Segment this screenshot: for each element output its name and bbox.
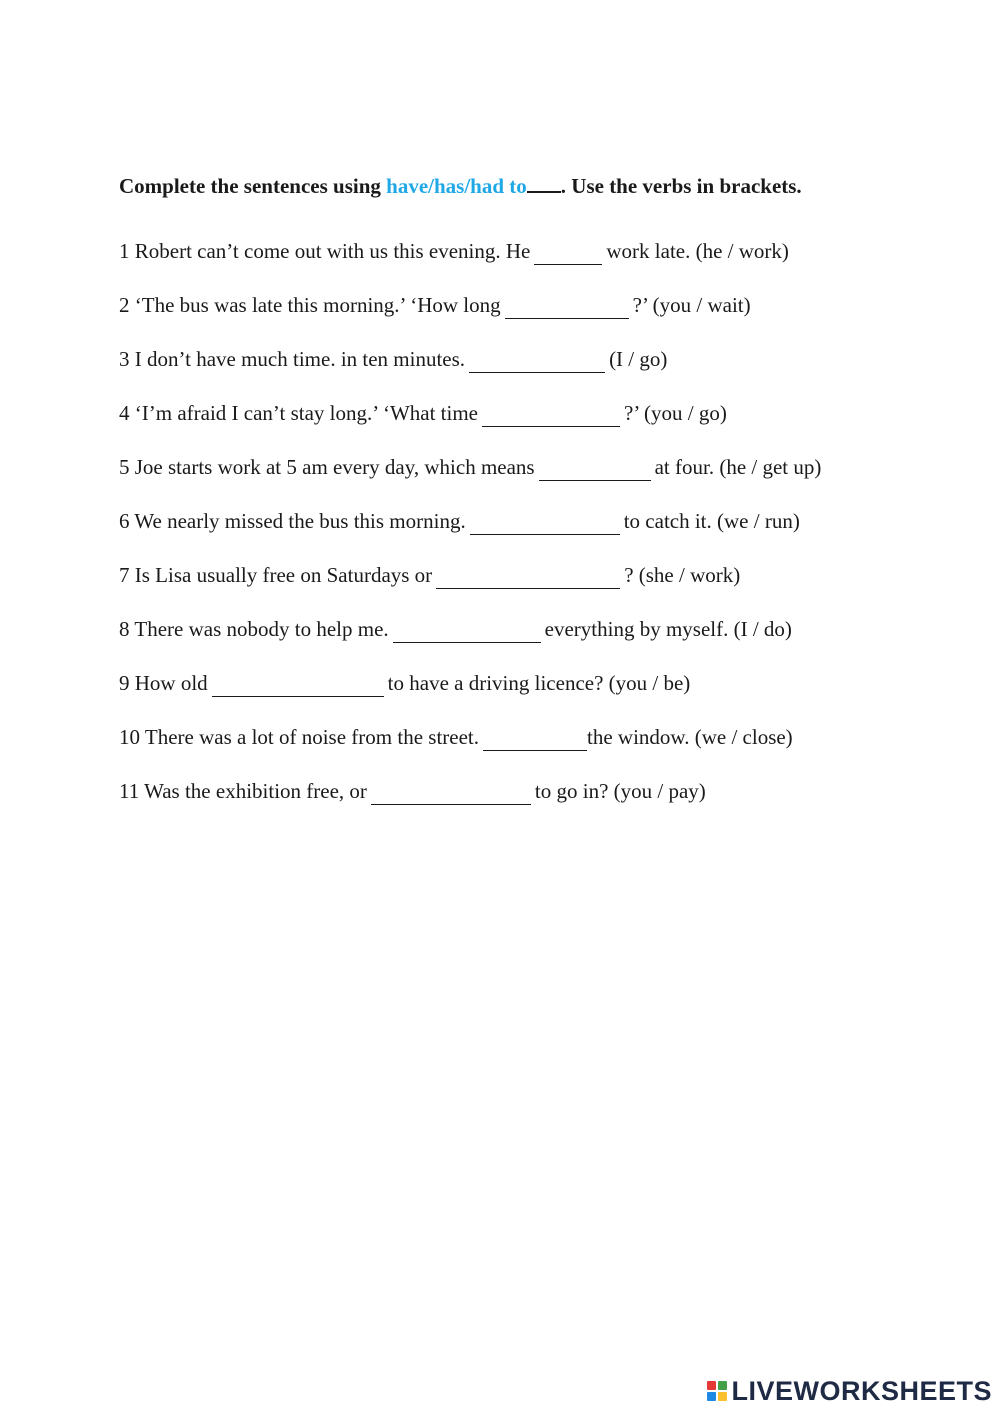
exercise-item-4 (119, 386, 899, 440)
item-text-after: ? (she / work) (624, 563, 741, 587)
item-text-after: (I / go) (609, 347, 668, 371)
exercise-item-6 (119, 494, 899, 548)
item-text-before: 6 We nearly missed the bus this morning. (119, 509, 466, 533)
exercise-item-2 (119, 278, 899, 332)
item-text-after: work late. (he / work) (606, 239, 789, 263)
exercise-item-5 (119, 440, 899, 494)
item-text-after: everything by myself. (I / do) (544, 617, 792, 641)
exercise-item-3 (119, 332, 899, 386)
instruction (119, 170, 899, 206)
item-text-before: 11 Was the exhibition free, or (119, 779, 367, 803)
item-text-before: 7 Is Lisa usually free on Saturdays or (119, 563, 433, 587)
item-text-before: 4 ‘I’m afraid I can’t stay long.’ ‘What time (119, 401, 478, 425)
liveworksheets-logo (707, 1377, 992, 1405)
answer-input-9[interactable] (212, 672, 384, 697)
item-text-before: 5 Joe starts work at 5 am every day, which means (119, 455, 535, 479)
answer-input-1[interactable] (534, 240, 602, 265)
item-text-before: 2 ‘The bus was late this morning.’ ‘How long (119, 293, 501, 317)
instruction-highlight: have/has/had to (386, 174, 527, 198)
item-text-after: to catch it. (we / run) (623, 509, 800, 533)
item-text-before: 3 I don’t have much time. in ten minutes. (119, 347, 466, 371)
answer-input-11[interactable] (371, 780, 531, 805)
exercise-item-8 (119, 602, 899, 656)
answer-input-8[interactable] (393, 618, 541, 643)
worksheet (119, 170, 899, 818)
exercise-item-9 (119, 656, 899, 710)
item-text-after: at four. (he / get up) (654, 455, 822, 479)
logo-square (718, 1381, 727, 1390)
exercise-item-1 (119, 224, 899, 278)
item-text-after: ?’ (you / go) (624, 401, 727, 425)
item-text-before: 9 How old (119, 671, 208, 695)
answer-input-10[interactable] (483, 726, 587, 751)
exercise-item-11 (119, 764, 899, 818)
exercise-item-7 (119, 548, 899, 602)
exercise-item-10 (119, 710, 899, 764)
item-text-before: 1 Robert can’t come out with us this evening. He (119, 239, 531, 263)
item-text-after: to go in? (you / pay) (534, 779, 706, 803)
answer-input-5[interactable] (539, 456, 651, 481)
item-text-before: 10 There was a lot of noise from the street. (119, 725, 480, 749)
instruction-suffix: . Use the verbs in brackets. (560, 174, 802, 198)
item-text-after: ?’ (you / wait) (632, 293, 751, 317)
logo-square (707, 1381, 716, 1390)
item-text-before: 8 There was nobody to help me. (119, 617, 389, 641)
answer-input-2[interactable] (505, 294, 629, 319)
instruction-prefix: Complete the sentences using (119, 174, 387, 198)
answer-input-6[interactable] (470, 510, 620, 535)
item-text-after: the window. (we / close) (587, 725, 793, 749)
logo-mark-icon (707, 1381, 727, 1401)
logo-text: LIVEWORKSHEETS (731, 1376, 992, 1406)
logo-square (718, 1392, 727, 1401)
item-text-after: to have a driving licence? (you / be) (387, 671, 691, 695)
answer-input-7[interactable] (436, 564, 620, 589)
answer-input-3[interactable] (469, 348, 605, 373)
exercise-list (119, 224, 899, 818)
answer-input-4[interactable] (482, 402, 620, 427)
instruction-blank-line (527, 171, 561, 193)
logo-square (707, 1392, 716, 1401)
